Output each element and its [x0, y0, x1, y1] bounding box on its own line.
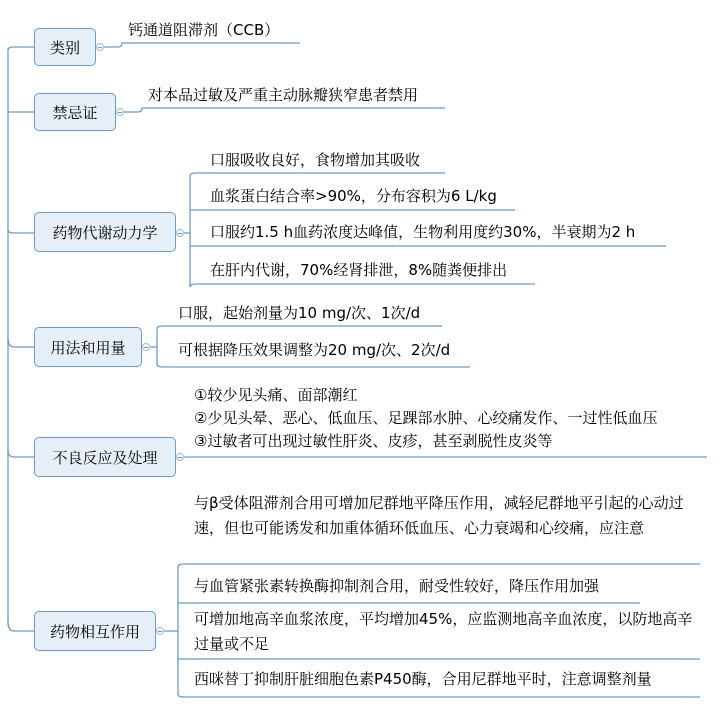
category-box-adverse-reactions[interactable]: 不良反应及处理 — [34, 437, 176, 477]
leaf-text: 钙通道阻滞剂（CCB） — [128, 21, 280, 39]
leaf-text: 对本品过敏及严重主动脉瓣狭窄患者禁用 — [148, 86, 419, 104]
leaf-text: 口服约1.5 h血药浓度达峰值，生物利用度约30%，半衰期为2 h — [210, 223, 636, 241]
category-box-pharmacokinetics[interactable]: 药物代谢动力学 — [34, 212, 176, 252]
collapse-toggle-icon[interactable] — [96, 43, 104, 51]
category-box-class[interactable]: 类别 — [34, 28, 96, 66]
leaf-text: ③过敏者可出现过敏性肝炎、皮疹，甚至剥脱性皮炎等 — [194, 432, 553, 450]
category-box-contraindication[interactable]: 禁忌证 — [34, 93, 116, 131]
leaf-text: ②少见头晕、恶心、低血压、足踝部水肿、心绞痛发作、一过性低血压 — [194, 409, 658, 427]
leaf-text: 口服，起始剂量为10 mg/次、1次/d — [178, 304, 421, 322]
collapse-toggle-icon[interactable] — [176, 453, 184, 461]
collapse-toggle-icon[interactable] — [142, 343, 150, 351]
leaf-text: 在肝内代谢，70%经肾排泄，8%随粪便排出 — [210, 261, 508, 279]
leaf-text: 与血管紧张素转换酶抑制剂合用，耐受性较好，降压作用加强 — [194, 577, 600, 595]
leaf-text: 口服吸收良好，食物增加其吸收 — [210, 151, 421, 169]
category-box-interactions[interactable]: 药物相互作用 — [34, 611, 156, 651]
leaf-text: 可增加地高辛血浆浓度，平均增加45%，应监测地高辛血浓度，以防地高辛过量或不足 — [194, 610, 693, 653]
leaf-text: 西咪替丁抑制肝脏细胞色素P450酶，合用尼群地平时，注意调整剂量 — [194, 670, 652, 688]
category-box-dosage[interactable]: 用法和用量 — [34, 327, 142, 367]
leaf-text: 可根据降压效果调整为20 mg/次、2次/d — [178, 341, 451, 359]
leaf-text: 与β受体阻滞剂合用可增加尼群地平降压作用，减轻尼群地平引起的心动过速，但也可能诱发和加重体循环低血压、心力衰竭和心绞痛，应注意 — [194, 494, 684, 537]
leaf-text: ①较少见头痛、面部潮红 — [194, 386, 358, 404]
collapse-toggle-icon[interactable] — [156, 627, 164, 635]
collapse-toggle-icon[interactable] — [116, 108, 124, 116]
collapse-toggle-icon[interactable] — [176, 229, 184, 237]
leaf-text: 血浆蛋白结合率>90%，分布容积为6 L/kg — [210, 187, 497, 205]
